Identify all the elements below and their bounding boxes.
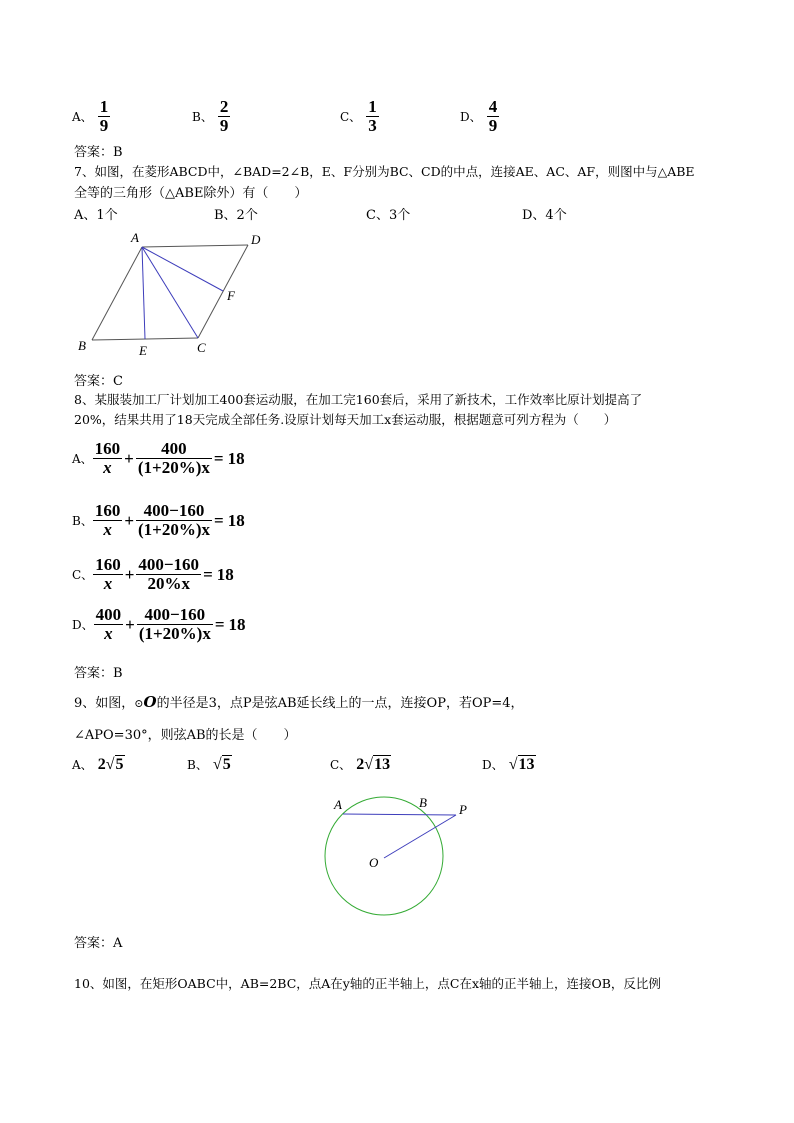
option-letter: C、	[72, 568, 94, 582]
sqrt: √5	[105, 756, 124, 773]
circle-symbol: ⊙	[134, 697, 144, 710]
equals-sign: =	[214, 510, 224, 530]
rhs-value: 18	[228, 614, 246, 634]
q9-circle-figure	[318, 790, 478, 920]
rhs-value: 18	[227, 448, 245, 468]
fraction-2: $\frac{400-160}{(1+20\%)x}$	[138, 501, 211, 539]
q9-option-b	[187, 754, 232, 774]
fraction: $\frac{4}{9}$	[488, 97, 498, 135]
fraction: $\frac{2}{9}$	[219, 97, 229, 135]
label-c: C	[197, 340, 206, 355]
q10-text-line1: 10、如图，在矩形OABC中，AB=2BC，点A在y轴的正半轴上，点C在x轴的正半轴上，连接OB，反比例	[74, 976, 661, 991]
q8-answer: 答案：B	[74, 666, 123, 681]
label-f: F	[227, 288, 235, 303]
q9-option-c	[330, 754, 391, 774]
q7-text-line1: 7、如图，在菱形ABCD中，∠BAD=2∠B，E、F分别为BC、CD的中点，连接AE、AC、AF，则图中与△ABE	[74, 164, 695, 179]
equals-sign: =	[213, 448, 224, 468]
sqrt: √5	[212, 756, 231, 773]
option-letter: A、	[72, 110, 93, 124]
fraction: $\frac{1}{3}$	[368, 97, 377, 135]
label-b: B	[78, 338, 86, 353]
fraction-2: $\frac{400-160}{(1+20\%)x}$	[138, 605, 211, 643]
segment-ap	[343, 814, 456, 815]
option-letter: B、	[192, 110, 213, 124]
label-b: B	[419, 795, 427, 810]
option-letter: D、	[460, 110, 482, 124]
label-p: P	[459, 802, 467, 817]
q7-answer: 答案：C	[74, 374, 123, 389]
q7-option-b: B、2个	[214, 208, 258, 223]
label-a: A	[131, 230, 139, 245]
q6-option-d	[460, 98, 499, 135]
option-letter: D、	[72, 618, 94, 632]
q6-answer: 答案：B	[74, 145, 123, 160]
q9-option-d	[482, 754, 536, 774]
fraction-1: $\frac{160}{x}$	[94, 439, 121, 477]
segment-op	[384, 815, 456, 858]
plus-sign: +	[124, 448, 134, 468]
rhs-value: 18	[216, 564, 234, 584]
q7-text-line2: 全等的三角形（△ABE除外）有（ ）	[74, 186, 308, 201]
coefficient: 2	[97, 756, 106, 773]
fraction-1: $\frac{160}{x}$	[94, 501, 121, 539]
q7-option-c: C、3个	[366, 208, 411, 223]
plus-sign: +	[124, 510, 135, 530]
label-o: O	[369, 855, 379, 870]
option-letter: B、	[72, 514, 93, 528]
q9-answer: 答案：A	[74, 936, 123, 951]
option-letter: A、	[72, 452, 93, 466]
option-letter: C、	[340, 110, 362, 124]
equals-sign: =	[214, 614, 225, 634]
fraction-2: $\frac{400}{(1+20\%)x}$	[137, 439, 210, 477]
q8-text-line2: 20%，结果共用了18天完成全部任务.设原计划每天加工x套运动服，根据题意可列方程为（ ）	[74, 412, 617, 427]
q7-rhombus-figure	[70, 225, 280, 360]
sqrt: √13	[508, 756, 535, 773]
segment-ac	[142, 247, 198, 338]
circle-center-o: O	[143, 693, 157, 711]
option-letter: A、	[72, 758, 93, 772]
fraction-1: $\frac{400}{x}$	[95, 605, 122, 643]
q8-option-a	[72, 440, 247, 477]
q9-text-line2: ∠APO=30°，则弦AB的长是（ ）	[74, 728, 297, 743]
equals-sign: =	[203, 564, 213, 584]
label-e: E	[139, 343, 147, 358]
q9-option-a	[72, 754, 125, 774]
q8-option-c	[72, 556, 236, 593]
q8-option-d	[72, 606, 248, 643]
plus-sign: +	[125, 614, 135, 634]
q6-option-b	[192, 98, 230, 135]
option-letter: D、	[482, 758, 504, 772]
q8-option-b	[72, 502, 247, 539]
sqrt: √13	[364, 756, 391, 773]
q9-text-line1: 9、如图，⊙O的半径是3，点P是弦AB延长线上的一点，连接OP，若OP=4，	[74, 693, 524, 711]
q8-text-line1: 8、某服装加工厂计划加工400套运动服，在加工完160套后，采用了新技术，工作效率比原计划提高了	[74, 392, 643, 407]
edge-cd	[198, 245, 248, 338]
plus-sign: +	[124, 564, 135, 584]
fraction: $\frac{1}{9}$	[99, 97, 109, 135]
edge-ad	[142, 245, 248, 247]
segment-af	[142, 247, 223, 291]
segment-ae	[142, 247, 145, 339]
fraction-2: $\frac{400-160}{20\%x}$	[138, 555, 200, 593]
coefficient: 2	[356, 756, 365, 773]
rhs-value: 18	[227, 510, 245, 530]
q6-option-c	[340, 98, 379, 135]
q7-option-d: D、4个	[522, 208, 567, 223]
label-d: D	[251, 232, 261, 247]
fraction-1: $\frac{160}{x}$	[95, 555, 121, 593]
label-a: A	[334, 797, 342, 812]
option-letter: C、	[330, 758, 352, 772]
option-letter: B、	[187, 758, 208, 772]
q6-option-a	[72, 98, 110, 135]
q7-option-a: A、1个	[74, 208, 118, 223]
edge-ab	[92, 247, 142, 340]
